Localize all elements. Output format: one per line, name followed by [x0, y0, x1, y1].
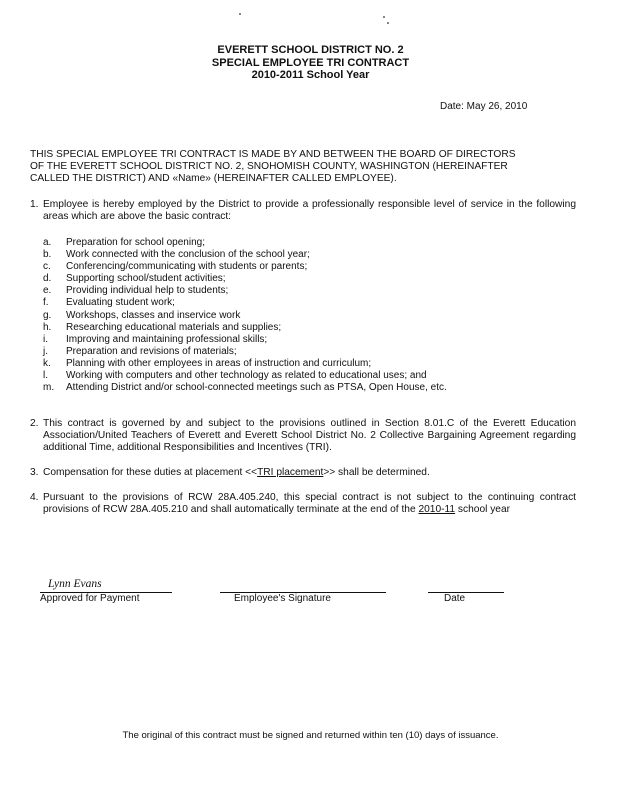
document-header — [0, 44, 621, 82]
scan-speck — [239, 13, 241, 15]
school-year-title: 2010-2011 School Year — [251, 69, 370, 81]
clause-1 — [30, 199, 576, 223]
intro-line: THIS SPECIAL EMPLOYEE TRI CONTRACT IS MADE BY AND BETWEEN THE BOARD OF DIRECTORS — [30, 149, 516, 160]
intro-line: CALLED THE DISTRICT) AND «Name» (HEREINAFTER CALLED EMPLOYEE). — [30, 173, 397, 185]
clause-2 — [30, 418, 576, 455]
approved-for-payment-label: Approved for Payment — [40, 593, 140, 604]
clause-3 — [30, 467, 576, 479]
list-item: b. Work connected with the conclusion of the school year; — [43, 249, 310, 261]
district-title: EVERETT SCHOOL DISTRICT NO. 2 — [217, 44, 404, 56]
list-item: h. Researching educational materials and supplies; — [43, 321, 282, 333]
clause-4 — [30, 492, 576, 516]
employee-signature-label: Employee's Signature — [234, 593, 331, 604]
clause-number: 3. — [30, 467, 39, 478]
approval-signature-block — [40, 578, 172, 605]
contract-title: SPECIAL EMPLOYEE TRI CONTRACT — [211, 56, 410, 69]
clause-number: 4. — [30, 492, 39, 503]
date-signature-block — [428, 578, 504, 605]
clause-number: 1. — [30, 199, 39, 210]
scan-speck — [387, 22, 389, 24]
clause-text: Pursuant to the provisions of RCW 28A.405.240, this special contract is not subject to the continuing contract provisions of RCW 28A.405.210 and shall automatically terminate at the end of the 2010-11 school year — [43, 492, 576, 516]
contract-date: Date: May 26, 2010 — [440, 101, 528, 112]
clause-text: This contract is governed by and subject to the provisions outlined in Section 8.01.C of the Everett Education Association/United Teachers of Everett and Everett School District No. 2 Collective Bargaining Agreement regarding additional Time, additional Responsibilities and Incentives (TRI). — [43, 418, 576, 454]
list-item: e. Providing individual help to students; — [43, 285, 229, 297]
list-item: l. Working with computers and other technology as related to educational uses; and — [43, 370, 427, 382]
date-label: Date — [444, 593, 466, 604]
clause-number: 2. — [30, 418, 39, 429]
intro-paragraph — [30, 149, 576, 186]
list-item: k. Planning with other employees in areas of instruction and curriculum; — [43, 357, 372, 369]
list-item: f. Evaluating student work; — [43, 297, 175, 309]
list-item: c. Conferencing/communicating with students or parents; — [43, 261, 308, 273]
list-item: m. Attending District and/or school-connected meetings such as PTSA, Open House, etc. — [43, 382, 447, 394]
list-item: a. Preparation for school opening; — [43, 237, 205, 248]
duties-list — [43, 237, 563, 394]
footer-note: The original of this contract must be signed and returned within ten (10) days of issuance. — [122, 730, 499, 741]
approver-signature: Lynn Evans — [48, 578, 102, 590]
list-item: g. Workshops, classes and inservice work — [43, 309, 241, 321]
school-year-field: 2010-11 — [418, 504, 456, 516]
clause-text: Compensation for these duties at placement <<TRI placement>> shall be determined. — [43, 467, 430, 478]
list-item: j. Preparation and revisions of materials; — [43, 345, 237, 357]
clause-text: Employee is hereby employed by the District to provide a professionally responsible level of service in the following areas which are above the basic contract: — [43, 199, 576, 223]
employee-signature-block — [220, 578, 386, 605]
tri-placement-field: TRI placement — [257, 467, 324, 478]
list-item: d. Supporting school/student activities; — [43, 273, 226, 285]
scan-speck — [383, 16, 385, 18]
intro-line: OF THE EVERETT SCHOOL DISTRICT NO. 2, SNOHOMISH COUNTY, WASHINGTON (HEREINAFTER — [30, 161, 508, 173]
list-item: i. Improving and maintaining professional skills; — [43, 333, 268, 345]
